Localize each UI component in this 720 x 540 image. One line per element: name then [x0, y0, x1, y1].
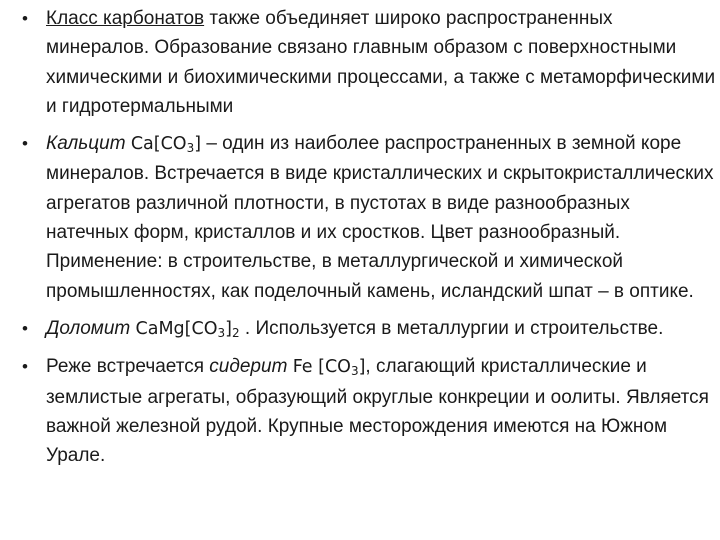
bullet-dot-icon: • [22, 9, 28, 28]
bullet-calcite [22, 129, 716, 306]
siderite-text: , слагающий кристаллические и землистые агрегаты, образующий округлые конкреции и оолиты. Является важной железной рудой. Крупные месторождения имеются на Южном Урале. [46, 356, 709, 467]
dolomite-text: . Используется в металлургии и строительстве. [239, 317, 664, 339]
dolomite-formula-part-b: ] [225, 318, 232, 339]
dolomite-formula-sub2: 2 [231, 325, 240, 340]
calcite-formula [131, 134, 201, 154]
siderite-formula-sub: 3 [350, 364, 359, 379]
siderite-lead: Реже встречается [46, 356, 210, 378]
siderite-formula-part-b: ] [358, 357, 366, 378]
dolomite-formula-part-a: CaMg[CO [135, 318, 218, 339]
siderite-formula [293, 357, 366, 377]
bullet-dot-icon: • [22, 318, 28, 338]
dolomite-formula-sub1: 3 [217, 325, 226, 340]
bullet-dot-icon: • [22, 357, 28, 377]
bullet-siderite [22, 352, 716, 470]
siderite-formula-part-a: Fe [CO [292, 357, 351, 378]
siderite-term: сидерит [209, 356, 288, 378]
dolomite-term: Доломит [46, 317, 131, 339]
bullet-carbonates [22, 4, 716, 121]
calcite-formula-part-b: ] [194, 134, 202, 155]
bullet-dolomite [22, 314, 716, 344]
calcite-formula-part-a: Ca[CO [130, 134, 187, 155]
carbonates-term: Класс карбонатов [46, 8, 205, 29]
bullet-list [22, 4, 716, 470]
bullet-dot-icon: • [22, 134, 28, 154]
dolomite-formula [136, 319, 240, 339]
calcite-text: – один из наиболее распространенных в земной коре минералов. Встречается в виде кристаллических и скрытокристаллических агрегатов различной плотности, в пустотах в виде разнообразных натечных форм, кристаллов и их сростков. Цвет разнообразный. Применение: в строительстве, в металлургической и химической промышленностях, как поделочный камень, исландский шпат – в оптике. [46, 133, 714, 302]
calcite-formula-sub: 3 [186, 141, 195, 156]
carbonates-text: также объединяет широко распространенных минералов. Образование связано главным образом с поверхностными химическими и биохимическими процессами, а также с метаморфическими и гидротермальными [46, 8, 716, 117]
calcite-term: Кальцит [46, 133, 126, 155]
